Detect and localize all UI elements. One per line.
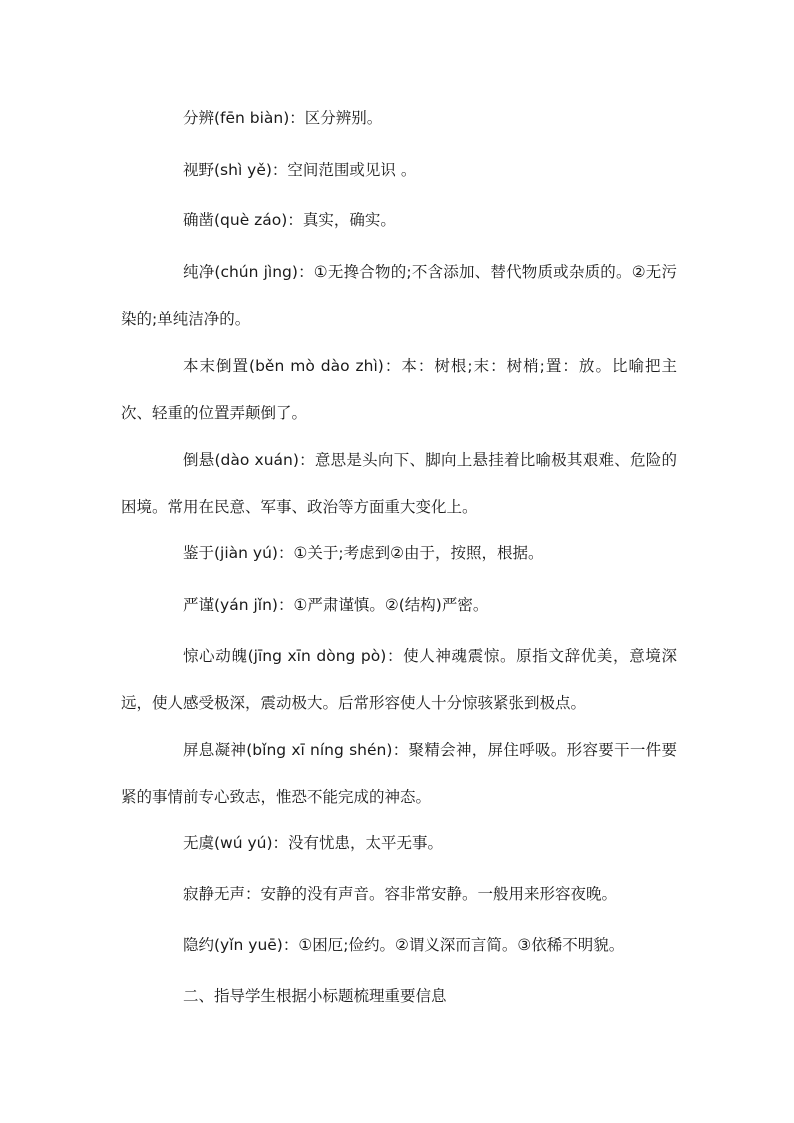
term-shiye: 视野(shì yě)：空间范围或见识 。 [183, 161, 417, 179]
term-chunjing: 纯净(chún jìng)：①无搀合物的;不含添加、替代物质或杂质的。②无污染的;单纯洁净的。 [121, 263, 677, 328]
section-heading: 二、指导学生根据小标题梳理重要信息 [183, 987, 447, 1005]
term-jijingwusheng: 寂静无声：安静的没有声音。容非常安静。一般用来形容夜晚。 [183, 885, 618, 903]
term-yanjin: 严谨(yán jǐn)：①严肃谨慎。②(结构)严密。 [183, 596, 489, 614]
term-quezao: 确凿(què záo)：真实，确实。 [183, 211, 396, 229]
term-jingxindongpo: 惊心动魄(jīng xīn dòng pò)：使人神魂震惊。原指文辞优美，意境深远，使人感受极深，震动极大。后常形容使人十分惊骇紧张到极点。 [121, 647, 677, 712]
term-bingxiningshen: 屏息凝神(bǐng xī níng shén)：聚精会神，屏住呼吸。形容要干一件要紧的事情前专心致志，惟恐不能完成的神态。 [121, 741, 677, 806]
term-yinyue: 隐约(yǐn yuē)：①困厄;俭约。②谓义深而言简。③依稀不明貌。 [183, 936, 625, 954]
term-fenbian: 分辨(fēn biàn)：区分辨别。 [183, 109, 383, 127]
term-jianyu: 鉴于(jiàn yú)：①关于;考虑到②由于，按照，根据。 [183, 544, 544, 562]
term-benmodaozhi: 本末倒置(běn mò dào zhì)：本：树根;末：树梢;置：放。比喻把主次、轻重的位置弄颠倒了。 [121, 357, 677, 422]
term-wuyu: 无虞(wú yú)：没有忧患，太平无事。 [183, 834, 444, 852]
term-daoxuan: 倒悬(dào xuán)：意思是头向下、脚向上悬挂着比喻极其艰难、危险的困境。常用在民意、军事、政治等方面重大变化上。 [121, 451, 677, 516]
